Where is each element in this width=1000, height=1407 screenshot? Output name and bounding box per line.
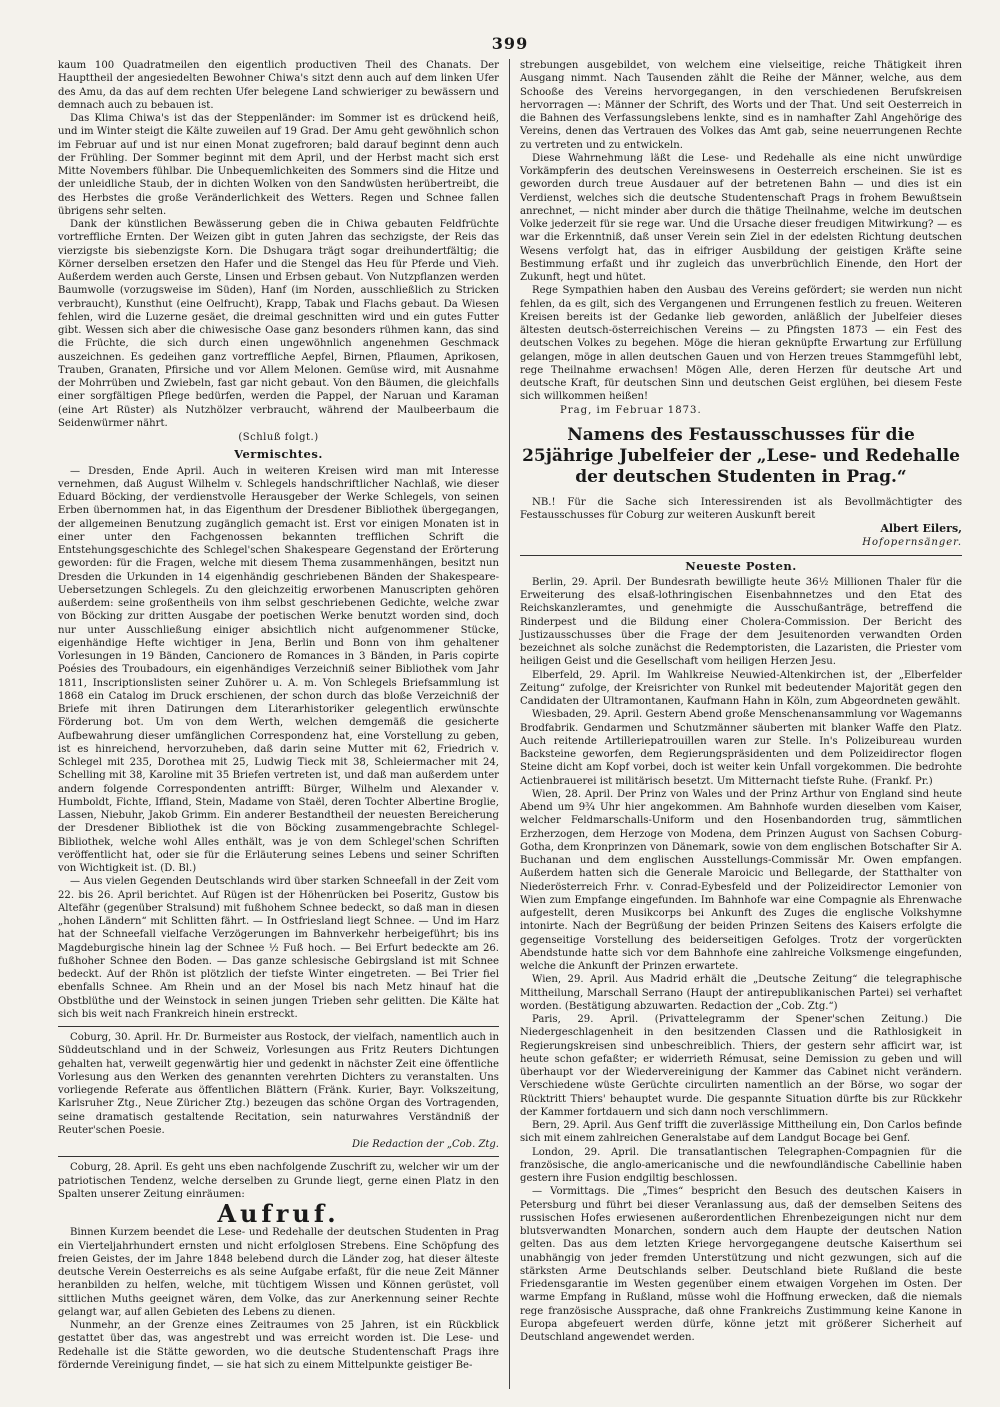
left-column: [58, 59, 510, 1389]
news-item: Paris, 29. April. (Privattelegramm der Spener'schen Zeitung.) Die Niedergeschlagenheit in den besitzenden Classen und die Rathlosigkeit in Regierungskreisen sind unbeschreiblich. Thiers, der gestern sehr afficirt war, ist heute schon gefaßter; er widerrieth Rémusat, seine Demission zu geben und will überhaupt vor der Wiedervereinigung der Kammer das Cabinet nicht verändern. Verschiedene wüste Gerüchte circulirten namentlich an der Börse, wo sogar der Rücktritt Thiers' behauptet wurde. Die gespannte Situation dürfte bis zur Rückkehr der Kammer fortdauern und sich dann noch verschlimmern.: [520, 1014, 962, 1118]
news-item: Wiesbaden, 29. April. Gestern Abend große Menschenansammlung vor Wagemanns Brodfabrik. Gendarmen und Schutzmänner säuberten mit blanker Waffe den Platz. Auch reitende Artilleriepatrouillen waren zur Stelle. In's Polizeibureau wurden Backsteine geworfen, dem Regierungspräsidenten und dem Polizeidirector flogen Steine dicht am Kopf vorbei, doch ist weiter kein Unfall vorgekommen. Die bedrohte Actienbrauerei ist militärisch besetzt. Um Mitternacht tiefste Ruhe. (Frankf. Pr.): [520, 709, 962, 787]
news-item: London, 29. April. Die transatlantischen Telegraphen-Compagnien für die französische, die anglo-americanische und die newfoundländische Cabellinie haben gestern ihre Fusion endgiltig beschlossen.: [520, 1146, 962, 1184]
article-aufruf-continued: [520, 59, 962, 550]
news-item: Berlin, 29. April. Der Bundesrath bewilligte heute 36½ Millionen Thaler für die Erweiterung des elsaß-lothringischen Eisenbahnnetzes und den Etat des Reichskanzleramtes, und genehmigte die Ausschußanträge, betreffend die Rinderpest und die Bildung einer Cholera-Commission. Der Bericht des Justizausschusses über die Frage der dem Jesuitenorden verwandten Orden bezeichnet als solche zunächst die Redemptoristen, die Lazaristen, die Priester vom heiligen Geist und die Gesellschaft vom heiligen Herzen Jesu.: [520, 576, 962, 668]
news-item: Elberfeld, 29. April. Im Wahlkreise Neuwied-Altenkirchen ist, der „Elberfelder Zeitung“ zufolge, der Kreisrichter von Runkel mit bedeutender Majorität gegen den Candidaten der Ultramontanen, Kaufmann Hahn in Köln, zum Abgeordneten gewählt.: [520, 669, 962, 707]
columns: [58, 59, 962, 1389]
paragraph: Coburg, 30. April. Hr. Dr. Burmeister aus Rostock, der vielfach, namentlich auch in Süddeutschland und in der Schweiz, Vorlesungen aus Fritz Reuters Dichtungen gehalten hat, verweilt gegenwärtig hier und gedenkt in nächster Zeit eine öffentliche Vorlesung aus den Werken des genannten verehrten Dichters zu veranstalten. Uns vorliegende Referate aus öffentlichen Blättern (Fränk. Kurier, Bayr. Volkszeitung, Karlsruher Ztg., Neue Züricher Ztg.) bezeugen das schöne Organ des Vortragenden, seine dramatisch gestaltende Recitation, sein naturwahres Verständniß der Reuter'schen Poesie.: [58, 1032, 499, 1136]
paragraph: Binnen Kurzem beendet die Lese- und Redehalle der deutschen Studenten in Prag ein Vierteljahrhundert ernsten und nicht erfolglosen Strebens. Eine Schöpfung des freien Geistes, der im Jahre 1848 belebend durch die Länder zog, hat dieser älteste deutsche Verein Oesterreichs es als seine Aufgabe erfaßt, für die neue Zeit Männer heranbilden zu helfen, welche, mit tüchtigem Wissen und Können gerüstet, voll sittlichen Muths geeignet wären, dem Volke, das zur Anerkennung seiner Rechte gelangt war, auf allen Gebieten des Lebens zu dienen.: [58, 1227, 499, 1318]
paragraph: NB.! Für die Sache sich Interessirenden ist als Bevollmächtigter des Festausschusses für Coburg zur weiteren Auskunft bereit: [520, 496, 962, 521]
article-coburg-reuter: [58, 1031, 499, 1151]
paragraph: — Aus vielen Gegenden Deutschlands wird über starken Schneefall in der Zeit vom 22. bis 26. April berichtet. Auf Rügen ist der Höhenrücken bei Poseritz, Gustow bis Altefähr (gegenüber Stralsund) mit fußhohem Schnee bedeckt, so daß man in diesen „hohen Ländern“ mit Schlitten fährt. — In Ostfriesland liegt Schnee. — Und im Harz hat der Schneefall vielfache Verzögerungen im Bahnverkehr herbeigeführt; bis ins Magdeburgische hinein lag der Schnee ½ Fuß hoch. — Bei Erfurt bedeckte am 26. fußhoher Schnee den Boden. — Das ganze schlesische Gebirgsland ist mit Schnee bedeckt. Auf der Rhön ist plötzlich der tiefste Winter eingetreten. — Bei Trier fiel ebenfalls Schnee. Am Rhein und an der Mosel bis nach Metz hinauf hat die Obstblüthe und der Weinstock in seinen jungen Trieben sehr gelitten. Die Kälte hat sich bis weit nach Frankreich hinein erstreckt.: [58, 876, 499, 1020]
section-title-neueste-posten: Neueste Posten.: [685, 558, 797, 573]
article-coburg-aufruf: [58, 1161, 499, 1372]
paragraph: Nunmehr, an der Grenze eines Zeitraumes von 25 Jahren, ist ein Rückblick gestattet über das, was angestrebt und was erreicht worden ist. Die Lese- und Redehalle ist die Stätte geworden, wo die deutsche Studentenschaft Prags ihre fördernde Vereinigung findet, — sie hat sich zu einem Mittelpunkte geistiger Be-: [58, 1320, 499, 1371]
article-vermischtes: [58, 465, 499, 1022]
paragraph: kaum 100 Quadratmeilen den eigentlich productiven Theil des Chanats. Der Haupttheil der angesiedelten Bewohner Chiwa's sitzt denn auch auf dem linken Ufer des Amu, da das auf dem rechten Ufer belegene Land schwieriger zu bewässern und demnach auch zu bebauen ist.: [58, 60, 499, 111]
aufruf-title: Aufruf.: [217, 1199, 340, 1228]
signature: Die Redaction der „Cob. Ztg.: [351, 1139, 499, 1150]
divider: [520, 555, 962, 556]
festausschuss-title: Namens des Festausschusses für die 25jährige Jubelfeier der „Lese- und Redehalle der deutschen Studenten in Prag.“: [522, 424, 960, 487]
signatory-role: Hofopernsänger.: [862, 537, 962, 549]
divider: [58, 1156, 499, 1157]
news-item: — Vormittags. Die „Times“ bespricht den Besuch des deutschen Kaisers in Petersburg und führt bei dieser Veranlassung aus, daß der demselben Seitens des russischen Hofes erwiesenen außerordentlichen Ehrenbezeigungen nicht nur dem blutsverwandten Monarchen, sondern auch dem Haupte der deutschen Nation gelten. Das aus dem letzten Kriege hervorgegangene deutsche Kaiserthum sei unabhängig von jeder fremden Unterstützung und nicht gezwungen, sich auf die stärksten Arme Deutschlands selber. Deutschland biete Rußland die beste Friedensgarantie im Westen gegenüber einem etwaigen Vorgehen im Osten. Der warme Empfang in Rußland, müsse wohl die Hoffnung erwecken, daß die niemals rege französische Aussprache, daß ohne Frankreichs Zustimmung keine Kanone in Europa abgefeuert werden dürfe, könne jetzt mit größerer Sicherheit auf Deutschland angewendet werden.: [520, 1186, 962, 1343]
page-number: 399: [491, 34, 529, 53]
paragraph: Diese Wahrnehmung läßt die Lese- und Redehalle als eine nicht unwürdige Vorkämpferin des deutschen Vereinswesens in Oesterreich erscheinen. Sie ist es geworden durch treue Ausdauer auf der betretenen Bahn — und dies ist ein Verdienst, welches sich die deutsche Studentenschaft Prags in frohem Bewußtsein anrechnet, — nicht minder aber durch die thätige Theilnahme, welche im deutschen Volke jederzeit für sie rege war. Und die Ursache dieser freudigen Mitwirkung? — es war die Erkenntniß, daß unser Verein sein Ziel in der edelsten Richtung deutschen Wesens verfolgt hat, das in eifriger Ausbildung der geistigen Kräfte seine Bestimmung erfaßt und ihr zugleich das unverbrüchlich Einende, den Hort der Zukunft, hegt und hütet.: [520, 152, 962, 283]
continuation-note: (Schluß folgt.): [238, 432, 319, 443]
news-item: Wien, 29. April. Aus Madrid erhält die „Deutsche Zeitung“ die telegraphische Mittheilung, Marschall Serrano (Haupt der antirepublikanischen Partei) sei verhaftet worden. (Bestätigung abzuwarten. Redaction der „Cob. Ztg.“): [520, 974, 962, 1012]
paragraph: — Dresden, Ende April. Auch in weiteren Kreisen wird man mit Interesse vernehmen, daß August Wilhelm v. Schlegels handschriftlicher Nachlaß, wie dieser Eduard Böcking, der verdienstvolle Herausgeber der Werke Schlegels, von seinen Erben übernommen hat, in das Eigenthum der Dresdener Bibliothek übergegangen, der allgemeinen Benutzung zugänglich gemacht ist. Erst vor einigen Monaten ist in einer unter den Fachgenossen bekannten trefflichen Schrift die Entstehungsgeschichte des Schlegel'schen Shakespeare Gegenstand der Erörterung geworden: für die Fragen, welche mit diesem Thema zusammenhängen, besitzt nun Dresden die Urkunden in 14 eigenhändig geschriebenen Bänden der Shakespeare-Uebersetzungen Schlegels. Zu den gleichzeitig erworbenen Manuscripten gehören außerdem: seine großentheils von ihm selbst geschriebenen Gedichte, welche zwar von Böcking zur dritten Ausgabe der poetischen Werke benutzt worden sind, doch nur unter Ausschließung einiger absichtlich nicht aufgenommener Stücke, eigenhändige Hefte wichtiger in Jena, Berlin und Bonn von ihm gehaltener Vorlesungen in 19 Bänden, Cancionero de Romances in 3 Bänden, in Paris copirte Poésies des Troubadours, ein eigenhändiges Verzeichniß seiner Bibliothek vom Jahr 1811, Inscriptionslisten seiner Zuhörer u. A. m. Von Schlegels Briefsammlung ist 1868 ein Catalog im Druck erschienen, der schon durch das bloße Verzeichniß der Briefe mit ihren Datirungen dem Literarhistoriker gelegentlich erwünschte Förderung bot. Um von dem Werth, welchen demgemäß die gesicherte Aufbewahrung dieser umfänglichen Correspondenz hat, eine Vorstellung zu geben, ist es hinreichend, hervorzuheben, daß darin seine Mutter mit 62, Friedrich v. Schlegel mit 235, Dorothea mit 25, Ludwig Tieck mit 38, Schleiermacher mit 24, Schelling mit 38, Karoline mit 35 Briefen vertreten ist, und daß man außerdem unter andern folgende Correspondenten antrifft: Bürger, Wilhelm und Alexander v. Humboldt, Fichte, Iffland, Stein, Madame von Staël, deren Tochter Albertine Broglie, Lassen, Niebuhr, Jakob Grimm. Ein anderer Bestandtheil der neuesten Bereicherung der Dresdener Bibliothek ist die von Böcking zusammengebrachte Schlegel-Bibliothek, welche wohl Alles enthält, was je von dem Schlegel'schen Schriften veröffentlicht hat, oder sie für die Erläuterung seines Lebens und seiner Schriften von Wichtigkeit ist. (D. Bl.): [58, 465, 499, 874]
place-date: Prag, im Februar 1873.: [560, 404, 702, 416]
article-neueste-posten: [520, 576, 962, 1345]
paragraph: Coburg, 28. April. Es geht uns eben nachfolgende Zuschrift zu, welcher wir um der patriotischen Tendenz, welche derselben zu Grunde liegt, gerne einen Platz in den Spalten unserer Zeitung einräumen:: [58, 1162, 499, 1200]
signatory-name: Albert Eilers,: [880, 522, 962, 536]
divider: [58, 1026, 499, 1027]
article-chiwa: [58, 59, 499, 444]
paragraph: strebungen ausgebildet, von welchem eine vielseitige, reiche Thätigkeit ihren Ausgang nimmt. Nach Tausenden zählt die Reihe der Männer, welche, aus dem Schooße des Vereins hervorgegangen, in den verschiedenen Berufskreisen hervorragen —: Männer der Schrift, des Worts und der That. Und seit Oesterreich in die Bahnen des Verfassungslebens lenkte, sind es in namhafter Zahl Angehörige des Vereins, denen das Vertrauen des Volkes das Amt gab, seine neuerrungenen Rechte zu vertreten und zu entwickeln.: [520, 60, 962, 151]
paragraph: Dank der künstlichen Bewässerung geben die in Chiwa gebauten Feldfrüchte vortreffliche Ernten. Der Weizen gibt in guten Jahren das sechzigste, der Reis das vierzigste bis siebenzigste Korn. Die Dshugara trägt sogar dreihundertfältig; die Körner derselben ersetzen den Hafer und die Stengel das Heu für Pferde und Vieh. Außerdem werden auch Gerste, Linsen und Erbsen gebaut. Von Nutzpflanzen werden Baumwolle (vorzugsweise im Süden), Hanf (im Norden, ausschließlich zu Stricken verbraucht), Kunsthut (eine Oelfrucht), Krapp, Tabak und Flachs gebaut. Da Wiesen fehlen, wird die Luzerne gesäet, die dreimal geschnitten wird und ein gutes Futter gibt. Wessen sich aber die chiwesische Oase ganz besonders rühmen kann, das sind die Früchte, die sich durch einen ungewöhnlich angenehmen Geschmack auszeichnen. Es gedeihen ganz vortreffliche Aepfel, Birnen, Pflaumen, Aprikosen, Trauben, Granaten, Pfirsiche und vor Allem Melonen. Gemüse wird, mit Ausnahme der Mohrrüben und Zwiebeln, fast gar nicht gebaut. Von den Bäumen, die gleichfalls einer sorgfältigen Pflege bedürfen, werden die Pappel, der Naruan und Karaman (eine Art Rüster) als Nutzhölzer verbraucht, während der Maulbeerbaum die Seidenwürmer nährt.: [58, 219, 499, 429]
news-item: Bern, 29. April. Aus Genf trifft die zuverlässige Mittheilung ein, Don Carlos befinde sich mit einem zahlreichen Generalstabe auf dem Landgut Bocage bei Genf.: [520, 1120, 962, 1145]
right-column: [510, 59, 962, 1389]
paragraph: Das Klima Chiwa's ist das der Steppenländer: im Sommer ist es drückend heiß, und im Winter steigt die Kälte zuweilen auf 19 Grad. Der Amu geht gewöhnlich schon im Februar auf und ist nur einen Monat zugefroren; bald darauf beginnt denn auch der Frühling. Der Sommer beginnt mit dem April, und der Herbst macht sich erst Mitte Novembers fühlbar. Die Unbequemlichkeiten des Sommers sind die Hitze und der unleidliche Staub, der in dichten Wolken von den Sandwüsten herübertreibt, die des Herbstes die große Veränderlichkeit des Wetters. Regen und Schnee fallen übrigens sehr selten.: [58, 113, 499, 217]
paragraph: Rege Sympathien haben den Ausbau des Vereins gefördert; sie werden nun nicht fehlen, da es gilt, sich des Vergangenen und Errungenen festlich zu freuen. Weiteren Kreisen bereits ist der Gedanke lieb geworden, anläßlich der Jubelfeier dieses ältesten deutsch-österreichischen Vereins — zu Pfingsten 1873 — ein Fest des deutschen Volkes zu begehen. Möge die hieran geknüpfte Erwartung zur Erfüllung gelangen, möge in allen deutschen Gauen und von Herzen treues Stammgefühl lebt, rege Theilnahme erwachsen! Mögen Alle, deren Herzen für deutsche Art und deutsche Kraft, für deutschen Sinn und deutschen Geist erglühen, bei diesem Feste sich willkommen heißen!: [520, 285, 962, 403]
section-title-vermischtes: Vermischtes.: [234, 447, 323, 462]
news-item: Wien, 28. April. Der Prinz von Wales und der Prinz Arthur von England sind heute Abend um 9¾ Uhr hier angekommen. Am Bahnhofe wurden dieselben vom Kaiser, welcher Feldmarschalls-Uniform und den Hosenbandorden trug, sämmtlichen Erzherzogen, dem Herzoge von Modena, dem Prinzen August von Sachsen Coburg-Gotha, dem Kronprinzen von Dänemark, sowie von dem englischen Botschafter Sir A. Buchanan und dem englischen Ausstellungs-Commissär Mr. Owen empfangen. Außerdem hatten sich die Generale Maroicic und Bellegarde, der Statthalter von Niederösterreich Frhr. v. Conrad-Eybesfeld und der Polizeidirector Lemonier von Wien zum Empfange eingefunden. Im Bahnhofe war eine Compagnie als Ehrenwache aufgestellt, deren Musikcorps bei Ankunft des Zuges die englische Volkshymne intonirte. Nach der Begrüßung der beiden Prinzen Seitens des Kaisers erfolgte die gegenseitige Vorstellung des beiderseitigen Gefolges. Trotz der vorgerückten Abendstunde hatte sich vor dem Bahnhofe eine zahlreiche Volksmenge eingefunden, welche die Ankunft der Prinzen erwartete.: [520, 788, 962, 972]
